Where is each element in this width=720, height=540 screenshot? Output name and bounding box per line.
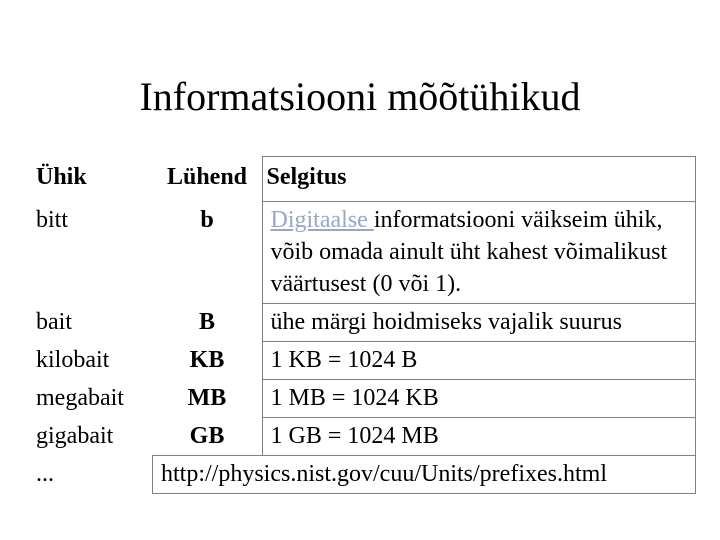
units-table (32, 156, 696, 494)
cell-abbreviation: B (198, 308, 215, 335)
header-abbreviation: Lühend (166, 163, 248, 190)
table-row (32, 380, 695, 418)
ellipsis: ... (36, 460, 54, 487)
cell-unit: kilobait (36, 346, 110, 373)
cell-unit: bitt (36, 206, 69, 233)
cell-explanation: 1 GB = 1024 MB (262, 418, 695, 456)
cell-abbreviation: b (200, 206, 214, 233)
cell-unit: megabait (36, 384, 124, 411)
reference-url[interactable]: http://physics.nist.gov/cuu/Units/prefixes.html (153, 456, 696, 494)
header-unit: Ühik (36, 163, 87, 190)
table-header-row (32, 157, 695, 202)
table-row (32, 304, 695, 342)
digitaalse-link[interactable]: Digitaalse (270, 207, 374, 233)
cell-explanation-text: informatsiooni väikseim ühik, võib omada ainult üht kahest võimalikust väärtusest (0 või 1). (270, 207, 668, 297)
slide-title: Informatsiooni mõõtühikud (139, 74, 581, 119)
cell-explanation: 1 KB = 1024 B (262, 342, 695, 380)
cell-explanation: 1 MB = 1024 KB (262, 380, 695, 418)
cell-unit: bait (36, 308, 72, 335)
table-row (32, 418, 695, 456)
cell-abbreviation: KB (189, 346, 225, 373)
cell-unit: gigabait (36, 422, 114, 449)
table-row (32, 202, 695, 304)
table-row (32, 342, 695, 380)
cell-explanation: ühe märgi hoidmiseks vajalik suurus (262, 304, 695, 342)
table-row-footer (32, 456, 695, 494)
cell-abbreviation: MB (187, 384, 227, 411)
header-explanation: Selgitus (262, 157, 695, 202)
cell-explanation (262, 202, 695, 304)
cell-abbreviation: GB (189, 422, 225, 449)
